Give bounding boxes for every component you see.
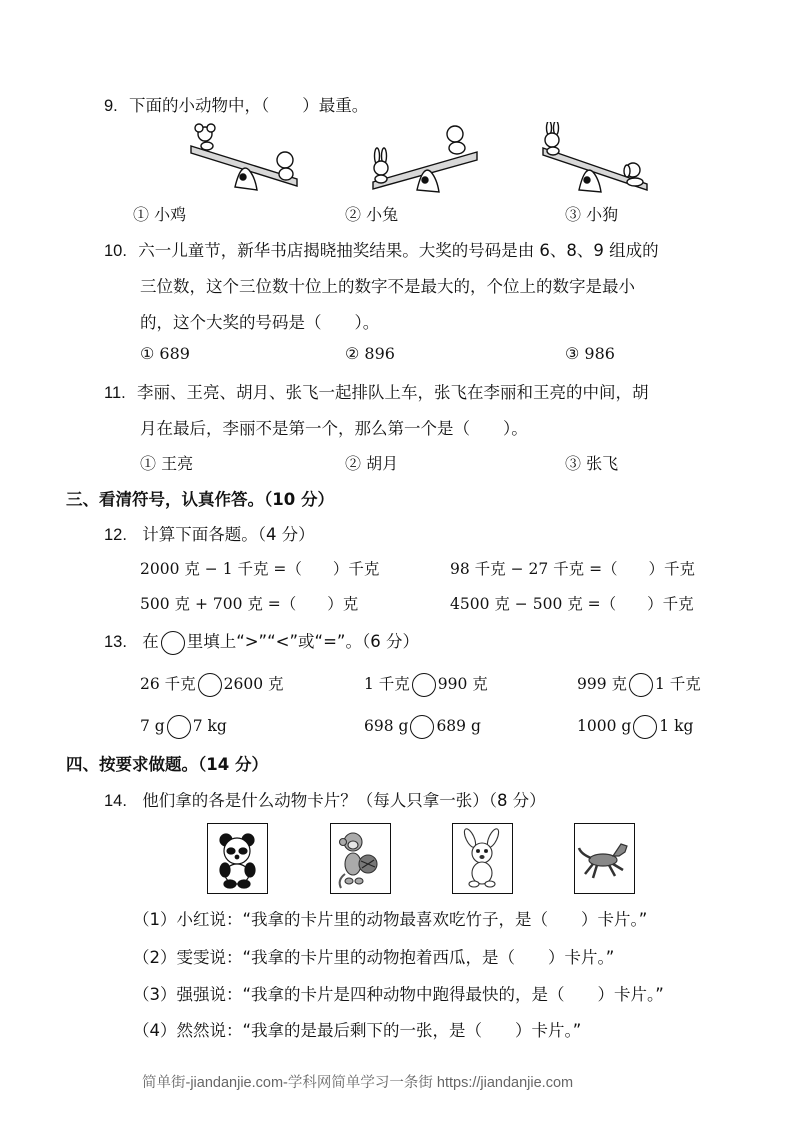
question-text-before: 在	[142, 632, 159, 651]
animal-card-horse	[574, 823, 635, 894]
compare-left: 7 g	[140, 717, 165, 735]
question-14	[104, 787, 546, 811]
seesaw-dog-picture	[535, 122, 665, 197]
section-heading: 三、看清符号，认真作答。（10 分）	[66, 490, 334, 509]
question-12	[104, 521, 315, 545]
answer-circle[interactable]	[633, 715, 657, 739]
question-number: 12.	[104, 526, 127, 544]
compare-item	[140, 672, 284, 697]
answer-circle[interactable]	[410, 715, 434, 739]
calc-item: 4500 克 − 500 克 =（ ）千克	[450, 595, 694, 613]
compare-right: 1 kg	[659, 717, 694, 735]
panda-icon	[208, 824, 266, 892]
option-2: ② 胡月	[345, 454, 399, 473]
monkey-icon	[331, 824, 389, 892]
compare-left: 698 g	[364, 717, 409, 735]
sub-question-4: （4）然然说：“我拿的是最后剩下的一张，是（ ）卡片。”	[133, 1021, 582, 1040]
question-text: 下面的小动物中，（ ）最重。	[129, 96, 369, 115]
option-1: ① 689	[140, 344, 190, 363]
compare-left: 1000 g	[577, 717, 632, 735]
compare-left: 26 千克	[140, 675, 196, 693]
animal-card-rabbit	[452, 823, 513, 894]
question-text-after: 里填上“>”“<”或“=”。（6 分）	[186, 632, 419, 651]
seesaw-rabbit-picture	[365, 122, 495, 197]
animal-card-monkey	[330, 823, 391, 894]
calc-item: 2000 克 − 1 千克 =（ ）千克	[140, 560, 380, 578]
sub-question-1: （1）小红说：“我拿的卡片里的动物最喜欢吃竹子，是（ ）卡片。”	[133, 910, 648, 929]
question-number: 9.	[104, 97, 118, 115]
answer-circle[interactable]	[198, 673, 222, 697]
option-3: ③ 张飞	[565, 454, 619, 473]
compare-right: 689 g	[436, 717, 481, 735]
question-number: 10.	[104, 242, 127, 260]
question-line: 三位数，这个三位数十位上的数字不是最大的，个位上的数字是最小	[140, 277, 635, 296]
compare-right: 990 克	[437, 675, 488, 693]
question-text: 他们拿的各是什么动物卡片？（每人只拿一张）（8 分）	[142, 791, 546, 810]
option-2: ② 小兔	[345, 205, 399, 224]
footer-watermark: 简单街-jiandanjie.com-学科网简单学习一条街 https://jiandanjie.com	[142, 1075, 574, 1091]
question-line: 六一儿童节，新华书店揭晓抽奖结果。大奖的号码是由 6、8、9 组成的	[138, 241, 659, 260]
calc-item: 98 千克 − 27 千克 =（ ）千克	[450, 560, 696, 578]
option-1: ① 小鸡	[133, 205, 187, 224]
rabbit-icon	[453, 824, 511, 892]
question-number: 14.	[104, 792, 127, 810]
question-13	[104, 628, 419, 655]
question-9	[104, 92, 368, 116]
compare-left: 999 克	[577, 675, 628, 693]
answer-circle[interactable]	[412, 673, 436, 697]
question-line: 李丽、王亮、胡月、张飞一起排队上车，张飞在李丽和王亮的中间，胡	[136, 383, 649, 402]
answer-circle[interactable]	[167, 715, 191, 739]
question-number: 13.	[104, 633, 127, 651]
compare-item	[577, 672, 701, 697]
option-3: ③ 小狗	[565, 205, 619, 224]
blank-circle-icon	[161, 631, 185, 655]
animal-card-panda	[207, 823, 268, 894]
compare-item	[364, 672, 488, 697]
sub-question-3: （3）强强说：“我拿的卡片是四种动物中跑得最快的，是（ ）卡片。”	[133, 985, 664, 1004]
question-line: 的，这个大奖的号码是（ ）。	[140, 313, 380, 332]
horse-icon	[575, 824, 633, 892]
compare-right: 1 千克	[655, 675, 701, 693]
question-number: 11.	[104, 384, 126, 402]
option-3: ③ 986	[565, 344, 615, 363]
compare-item	[577, 715, 693, 739]
sub-question-2: （2）雯雯说：“我拿的卡片里的动物抱着西瓜，是（ ）卡片。”	[133, 948, 615, 967]
compare-item	[140, 715, 227, 739]
option-2: ② 896	[345, 344, 395, 363]
compare-right: 2600 克	[223, 675, 284, 693]
seesaw-chick-picture	[185, 122, 315, 197]
question-line: 月在最后，李丽不是第一个，那么第一个是（ ）。	[140, 419, 528, 438]
option-1: ① 王亮	[140, 454, 194, 473]
compare-left: 1 千克	[364, 675, 410, 693]
calc-item: 500 克 + 700 克 =（ ）克	[140, 595, 359, 613]
section-heading: 四、按要求做题。（14 分）	[66, 755, 268, 774]
question-11	[104, 379, 648, 403]
question-text: 计算下面各题。（4 分）	[142, 525, 315, 544]
compare-item	[364, 715, 481, 739]
question-10	[104, 237, 659, 261]
answer-circle[interactable]	[629, 673, 653, 697]
compare-right: 7 kg	[192, 717, 227, 735]
